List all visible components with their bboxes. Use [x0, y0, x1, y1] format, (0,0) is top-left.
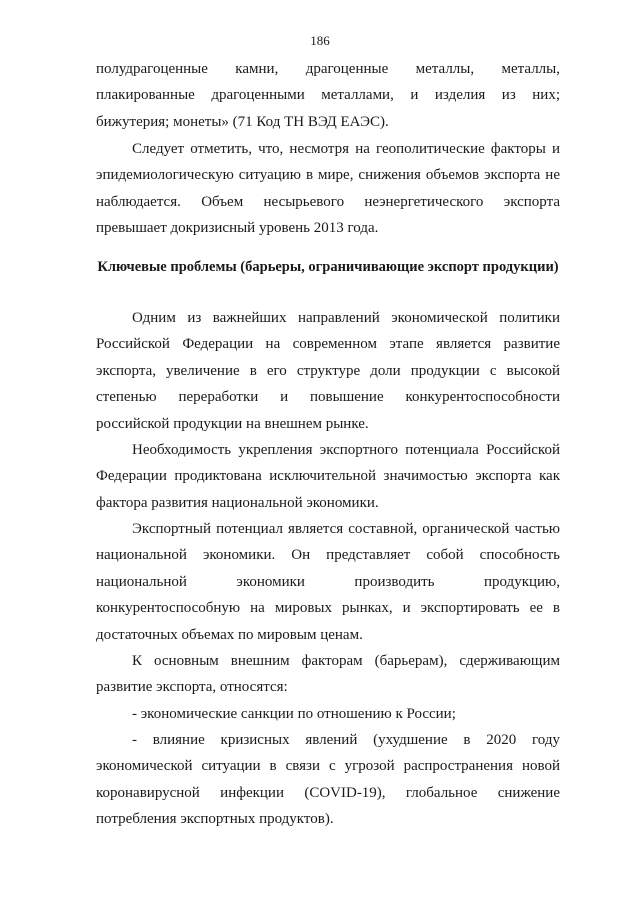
paragraph-continuation: полудрагоценные камни, драгоценные металлы, металлы, плакированные драгоценными металлами, и изделия из них; бижутерия; монеты» (71 Код ТН ВЭД ЕАЭС).: [96, 61, 560, 130]
list-item-sanctions: - экономические санкции по отношению к России;: [132, 706, 456, 722]
paragraph-export-potential-definition: Экспортный потенциал является составной, органической частью национальной экономики. Он представляет собой способность национальной экономики производить продукцию, конкурентоспособную на мировых рынках, и экспортировать ее в достаточных объемах по мировым ценам.: [96, 521, 560, 643]
page-number: 186: [310, 33, 330, 48]
paragraph-export-potential-need: Необходимость укрепления экспортного потенциала Российской Федерации продиктована исключительной значимостью экспорта как фактора развития национальной экономики.: [96, 442, 560, 511]
paragraph-geopolitical-factors: Следует отметить, что, несмотря на геополитические факторы и эпидемиологическую ситуацию в мире, снижения объемов экспорта не наблюдается. Объем несырьевого неэнергетического экспорта превышает докризисный уровень 2013 года.: [96, 141, 560, 237]
paragraph-economic-policy: Одним из важнейших направлений экономической политики Российской Федерации на современном этапе является развитие экспорта, увеличение в его структуре доли продукции с высокой степенью переработки и повышение конкурентоспособности российской продукции на внешнем рынке.: [96, 310, 560, 432]
section-heading: Ключевые проблемы (барьеры, ограничивающие экспорт продукции): [97, 259, 559, 275]
list-item-crisis-effects: - влияние кризисных явлений (ухудшение в 2020 году экономической ситуации в связи с угрозой распространения новой коронавирусной инфекции (COVID-19), глобальное снижение потребления экспортных продуктов).: [96, 732, 560, 828]
paragraph-external-factors: К основным внешним факторам (барьерам), сдерживающим развитие экспорта, относятся:: [96, 653, 560, 696]
